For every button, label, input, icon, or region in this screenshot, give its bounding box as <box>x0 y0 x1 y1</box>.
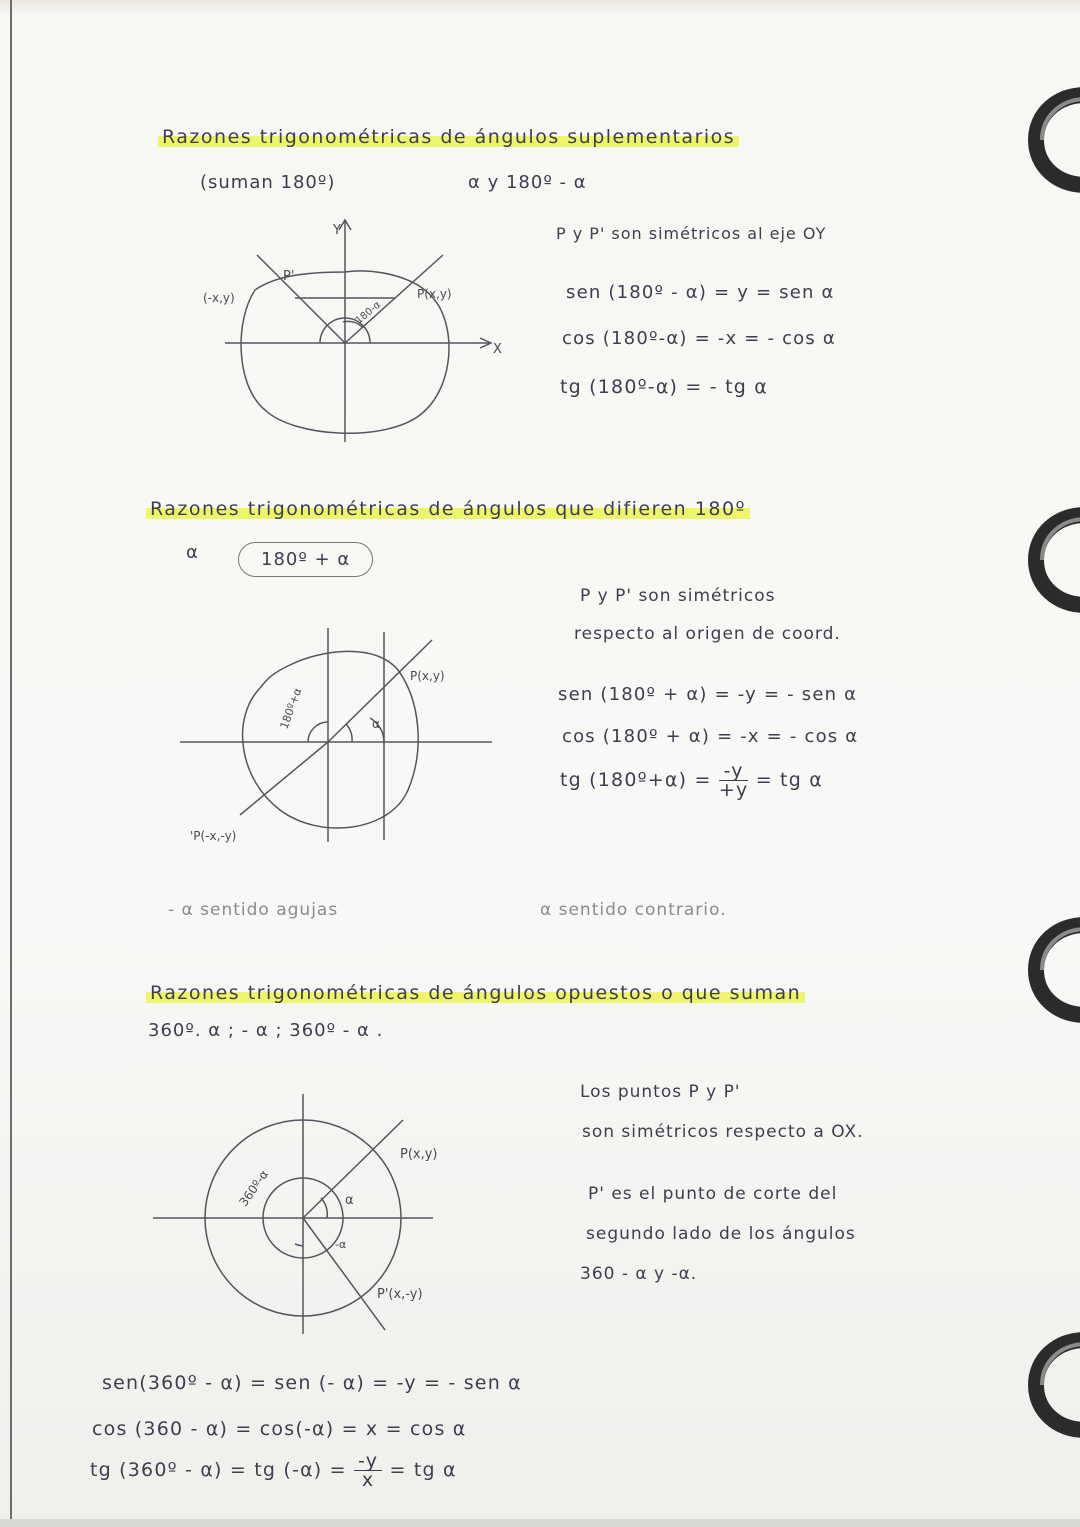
binder-ring-icon <box>1016 85 1080 195</box>
section1-subtitle-right: α y 180º - α <box>468 172 587 193</box>
tg-denominator: +y <box>718 779 749 801</box>
p-point-label: P(x,y) <box>417 287 452 301</box>
section2-title <box>146 498 750 520</box>
section1-title <box>158 126 739 148</box>
tg-denominator: x <box>361 1469 375 1491</box>
section3-note-line3: P' es el punto de corte del <box>588 1184 838 1204</box>
p-point-label: P(x,y) <box>400 1147 438 1162</box>
section1-subtitle-left: (suman 180º) <box>200 172 336 193</box>
difference-180-diagram <box>170 620 510 860</box>
section2-title-text: Razones trigonométricas de ángulos que difieren 180º <box>146 498 750 520</box>
section2-note-line1: P y P' son simétricos <box>580 586 776 606</box>
left-point-label: (-x,y) <box>203 291 235 305</box>
tg-right: = tg α <box>755 769 823 791</box>
tg-fraction <box>354 1452 382 1489</box>
x-axis-label: X <box>493 342 502 357</box>
section2-formula-sen: sen (180º + α) = -y = - sen α <box>558 684 858 705</box>
section1-formula-cos: cos (180º-α) = -x = - cos α <box>562 328 836 349</box>
tg-left: tg (180º+α) = <box>560 769 712 791</box>
binder-ring-icon <box>1016 915 1080 1025</box>
section3-note-line1: Los puntos P y P' <box>580 1082 741 1102</box>
minus-alpha-label: -α <box>335 1238 347 1251</box>
section3-formula-sen: sen(360º - α) = sen (- α) = -y = - sen α <box>102 1372 522 1394</box>
angle-label: 180-α <box>353 299 384 327</box>
angle-label: 360º-α <box>236 1167 272 1209</box>
tg-numerator: -y <box>354 1452 382 1471</box>
tg-left: tg (360º - α) = tg (-α) = <box>90 1459 347 1481</box>
section3-subtitle: 360º. α ; - α ; 360º - α . <box>148 1020 384 1041</box>
binder-ring-icon <box>1016 505 1080 615</box>
page-margin-line <box>10 0 12 1527</box>
tg-right: = tg α <box>389 1459 457 1481</box>
section3-title <box>146 982 805 1004</box>
binder-ring-icon <box>1016 1330 1080 1440</box>
section3-formula-cos: cos (360 - α) = cos(-α) = x = cos α <box>92 1418 467 1440</box>
p-point-label: P(x,y) <box>410 669 445 683</box>
direction-note-right: α sentido contrario. <box>540 900 727 920</box>
opposite-angles-diagram <box>145 1090 505 1340</box>
section2-formula-cos: cos (180º + α) = -x = - cos α <box>562 726 859 747</box>
tg-fraction <box>719 762 749 799</box>
section1-formula-sen: sen (180º - α) = y = sen α <box>566 282 835 303</box>
section3-note-line4: segundo lado de los ángulos <box>586 1224 856 1244</box>
section1-title-text: Razones trigonométricas de ángulos suplementarios <box>158 126 739 148</box>
section3-note-line2: son simétricos respecto a OX. <box>582 1122 864 1142</box>
direction-note-left: - α sentido agujas <box>168 900 339 920</box>
supplementary-angles-diagram <box>195 210 525 450</box>
section1-note: P y P' son simétricos al eje OY <box>556 224 827 243</box>
p-prime-point-label: 'P(-x,-y) <box>190 829 237 843</box>
alpha-label: α <box>372 717 380 731</box>
page-bottom-edge <box>0 1519 1080 1527</box>
p-prime-label: P' <box>283 269 295 284</box>
section2-subtitle-right: 180º + α <box>238 542 373 577</box>
angle-label: 180º+α <box>277 686 305 731</box>
y-axis-label: Y <box>333 223 341 238</box>
section3-title-text: Razones trigonométricas de ángulos opuestos o que suman <box>146 982 805 1004</box>
section2-note-line2: respecto al origen de coord. <box>574 624 841 644</box>
alpha-label: α <box>345 1193 354 1208</box>
tg-numerator: -y <box>719 762 749 781</box>
section3-formula-tg <box>90 1452 457 1489</box>
section3-note-line5: 360 - α y -α. <box>580 1264 698 1284</box>
section2-subtitle-left: α <box>186 542 199 563</box>
p-prime-point-label: P'(x,-y) <box>377 1287 423 1302</box>
section2-formula-tg <box>560 762 823 799</box>
section1-formula-tg: tg (180º-α) = - tg α <box>560 376 768 398</box>
